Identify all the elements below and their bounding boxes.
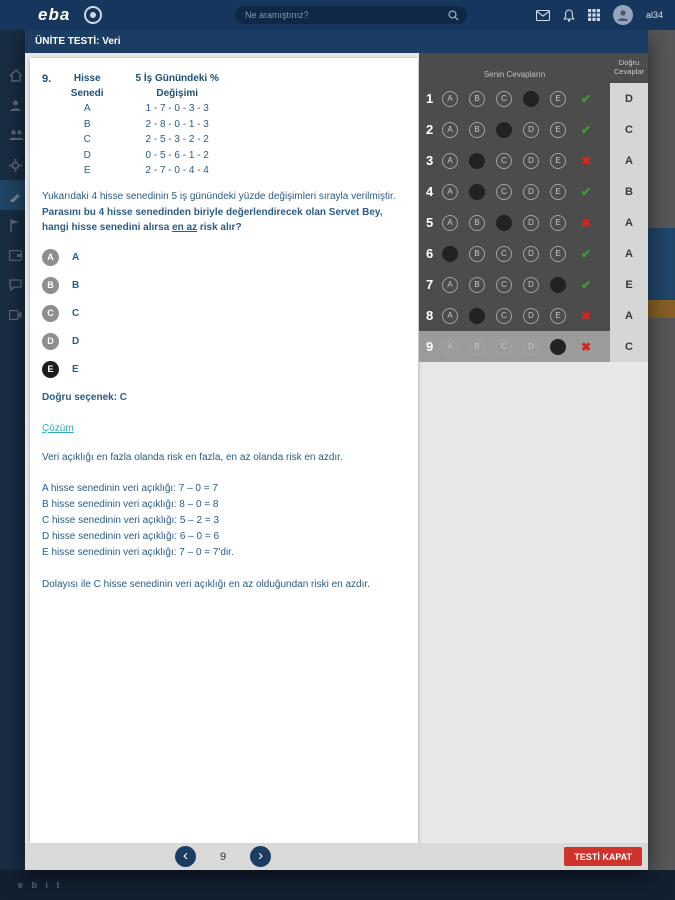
answer-row-main	[419, 83, 610, 114]
answer-circle-E: E	[550, 91, 566, 107]
answer-circle-E: E	[550, 246, 566, 262]
answer-circle-A	[442, 246, 458, 262]
answer-circle-C: C	[496, 339, 512, 355]
correct-answer-cell: A	[610, 207, 648, 238]
table-col1-header-line2: Senedi	[70, 87, 104, 99]
answer-circle-D: D	[523, 246, 539, 262]
answer-circle-C: C	[496, 308, 512, 324]
correct-mark-icon: ✔	[580, 91, 592, 106]
answer-row-main	[419, 176, 610, 207]
answer-circle-E	[550, 339, 566, 355]
search-input[interactable]	[245, 10, 448, 20]
stock-table-body	[61, 101, 241, 179]
wrong-mark-icon: ✖	[580, 308, 592, 323]
answer-circle-C: C	[496, 91, 512, 107]
answer-circle-D: D	[523, 184, 539, 200]
question-sheet	[30, 58, 418, 843]
correct-mark-icon: ✔	[580, 122, 592, 137]
answer-circle-E: E	[550, 308, 566, 324]
previous-question-button[interactable]: ‹	[175, 846, 196, 867]
answers-panel	[419, 53, 648, 362]
answers-rows	[419, 83, 648, 362]
topbar	[0, 0, 675, 30]
answer-circle-B	[469, 308, 485, 324]
table-col1-header-line1: Hisse	[73, 73, 101, 84]
next-question-button[interactable]: ›	[250, 846, 271, 867]
close-test-button[interactable]: TESTİ KAPAT	[564, 847, 642, 866]
option-D[interactable]	[42, 333, 402, 350]
your-answers-header: Senin Cevapların	[483, 70, 546, 79]
answer-circle-B: B	[469, 339, 485, 355]
wrong-mark-icon: ✖	[580, 215, 592, 230]
answer-row-number: 2	[426, 122, 434, 137]
option-B[interactable]	[42, 277, 402, 294]
answer-row-number: 6	[426, 246, 434, 261]
answer-circle-E: E	[550, 153, 566, 169]
underlined-phrase: en az	[172, 221, 198, 233]
option-A[interactable]	[42, 249, 402, 266]
solution-link[interactable]: Çözüm	[42, 422, 74, 434]
answer-circle-E: E	[550, 215, 566, 231]
answer-circle-E	[550, 277, 566, 293]
stock-values: 0 - 5 - 6 - 1 - 2	[145, 149, 209, 161]
answer-circle-B: B	[469, 277, 485, 293]
stock-letter: D	[83, 149, 91, 161]
correct-answer-cell: A	[610, 238, 648, 269]
answer-circle-D: D	[523, 339, 539, 355]
answer-circle-A: A	[442, 339, 458, 355]
answer-circle-D: D	[523, 308, 539, 324]
stock-letter: E	[83, 165, 91, 176]
option-label: B	[72, 279, 80, 291]
answer-circle-C	[496, 122, 512, 138]
answer-row-6[interactable]	[419, 238, 648, 269]
answer-circle-A: A	[442, 308, 458, 324]
answer-circle-D	[523, 91, 539, 107]
question-prompt: Parasını bu 4 hisse senedinden biriyle değerlendirecek olan Servet Bey, hangi hisse senedini alırsa en az risk alır?	[42, 206, 383, 233]
answer-circle-B: B	[469, 122, 485, 138]
pagination	[175, 843, 271, 870]
stock-letter: A	[83, 103, 91, 114]
answer-circle-B	[469, 184, 485, 200]
answer-circle-B: B	[469, 91, 485, 107]
answer-row-number: 3	[426, 153, 434, 168]
stock-values: 2 - 7 - 0 - 4 - 4	[145, 165, 209, 176]
correct-option-label: Doğru seçenek: C	[42, 391, 128, 403]
question-intro: Yukarıdaki 4 hisse senedinin 5 iş günündeki yüzde değişimleri sırayla verilmiştir.	[42, 190, 396, 202]
option-label: A	[72, 251, 80, 263]
correct-answer-cell: E	[610, 269, 648, 300]
solution-step: E hisse senedinin veri açıklığı: 7 – 0 = 7'dir.	[42, 546, 234, 558]
answer-row-number: 5	[426, 215, 434, 230]
correct-answer-cell: C	[610, 331, 648, 362]
stock-table-row	[61, 148, 241, 164]
answer-circle-C: C	[496, 153, 512, 169]
answer-row-7[interactable]	[419, 269, 648, 300]
search-icon[interactable]	[448, 10, 459, 21]
answer-circle-E: E	[550, 122, 566, 138]
answer-row-number: 4	[426, 184, 434, 199]
answer-row-number: 1	[426, 91, 434, 106]
footer-logo: e b i t	[18, 880, 63, 890]
stock-table-row	[61, 101, 241, 117]
stock-table-row	[61, 117, 241, 133]
stock-values: 2 - 8 - 0 - 1 - 3	[145, 118, 209, 130]
answer-circle-D: D	[523, 277, 539, 293]
option-label: D	[72, 335, 80, 347]
answer-circle-A: A	[442, 91, 458, 107]
stock-table-row	[61, 163, 241, 179]
option-E[interactable]	[42, 361, 402, 378]
solution-step: C hisse senedinin veri açıklığı: 5 – 2 = 3	[42, 514, 220, 526]
answer-circle-C: C	[496, 184, 512, 200]
answer-row-3[interactable]	[419, 145, 648, 176]
correct-answer-cell: A	[610, 300, 648, 331]
answer-row-number: 7	[426, 277, 434, 292]
user-avatar[interactable]	[613, 5, 633, 25]
answer-circle-A: A	[442, 184, 458, 200]
apps-grid-icon[interactable]	[588, 9, 600, 21]
answer-circle-C: C	[496, 277, 512, 293]
answer-circle-D: D	[523, 122, 539, 138]
answer-row-2[interactable]	[419, 114, 648, 145]
options-list	[42, 249, 402, 378]
answer-row-main	[419, 207, 610, 238]
correct-answer-cell: B	[610, 176, 648, 207]
answer-circle-B: B	[469, 215, 485, 231]
option-circle-B[interactable]: B	[42, 277, 59, 294]
solution-steps	[42, 481, 402, 561]
answer-row-main	[419, 300, 610, 331]
meb-emblem-icon	[84, 6, 102, 24]
option-label: E	[72, 363, 79, 375]
answer-row-main	[419, 269, 610, 300]
stock-letter: B	[83, 118, 91, 130]
answer-circle-B	[469, 153, 485, 169]
eba-logo[interactable]: eba	[38, 5, 71, 24]
answer-row-main	[419, 331, 610, 362]
unit-test-modal	[25, 30, 648, 870]
answer-circle-B: B	[469, 246, 485, 262]
option-circle-C[interactable]: C	[42, 305, 59, 322]
answer-row-4[interactable]	[419, 176, 648, 207]
modal-bottom-bar	[25, 843, 648, 870]
stock-values: 2 - 5 - 3 - 2 - 2	[145, 134, 209, 145]
solution-step: B hisse senedinin veri açıklığı: 8 – 0 = 8	[42, 498, 219, 510]
answer-circle-C	[496, 215, 512, 231]
option-circle-E[interactable]: E	[42, 361, 59, 378]
answer-row-5[interactable]	[419, 207, 648, 238]
stock-values: 1 - 7 - 0 - 3 - 3	[145, 103, 209, 114]
answer-circle-C: C	[496, 246, 512, 262]
answer-row-main	[419, 238, 610, 269]
answer-circle-A: A	[442, 277, 458, 293]
answer-circle-A: A	[442, 122, 458, 138]
current-page-number: 9	[220, 850, 227, 863]
table-col2-header-line2: Değişimi	[156, 87, 199, 99]
answer-row-1[interactable]	[419, 83, 648, 114]
option-circle-D[interactable]: D	[42, 333, 59, 350]
stock-letter: C	[83, 134, 91, 145]
modal-body	[25, 53, 648, 870]
correct-answer-cell: D	[610, 83, 648, 114]
wrong-mark-icon: ✖	[580, 153, 592, 168]
question-number-label: 9.	[42, 73, 52, 85]
answer-row-main	[419, 114, 610, 145]
stock-table-row	[61, 132, 241, 148]
answer-row-number: 9	[426, 339, 434, 354]
notifications-bell-icon[interactable]	[563, 9, 575, 22]
answer-row-number: 8	[426, 308, 434, 323]
stock-table	[61, 72, 241, 179]
correct-mark-icon: ✔	[580, 277, 592, 292]
username-label[interactable]: al34	[645, 10, 663, 20]
answer-row-8[interactable]	[419, 300, 648, 331]
option-circle-A[interactable]: A	[42, 249, 59, 266]
solution-conclusion: Dolayısı ile C hisse senedinin veri açıklığı en az olduğundan riski en azdır.	[42, 578, 370, 590]
correct-answer-cell: A	[610, 145, 648, 176]
correct-mark-icon: ✔	[580, 246, 592, 261]
answer-circle-D: D	[523, 215, 539, 231]
mail-icon[interactable]	[536, 10, 550, 21]
solution-step: D hisse senedinin veri açıklığı: 6 – 0 = 6	[42, 530, 220, 542]
correct-answers-header: Doğru Cevaplar	[613, 58, 644, 77]
option-C[interactable]	[42, 305, 402, 322]
solution-intro: Veri açıklığı en fazla olanda risk en fazla, en az olanda risk en azdır.	[42, 451, 343, 463]
wrong-mark-icon: ✖	[580, 339, 592, 354]
answer-circle-D: D	[523, 153, 539, 169]
correct-answer-cell: C	[610, 114, 648, 145]
modal-title: ÜNİTE TESTİ: Veri	[25, 30, 648, 53]
answer-circle-A: A	[442, 215, 458, 231]
answer-row-main	[419, 145, 610, 176]
option-label: C	[72, 307, 80, 319]
solution-step: A hisse senedinin veri açıklığı: 7 – 0 = 7	[42, 482, 218, 494]
answer-circle-A: A	[442, 153, 458, 169]
answer-row-9[interactable]	[419, 331, 648, 362]
search-box[interactable]	[235, 6, 467, 24]
table-col2-header-line1: 5 İş Günündeki %	[135, 73, 219, 84]
answer-circle-E: E	[550, 184, 566, 200]
correct-mark-icon: ✔	[580, 184, 592, 199]
